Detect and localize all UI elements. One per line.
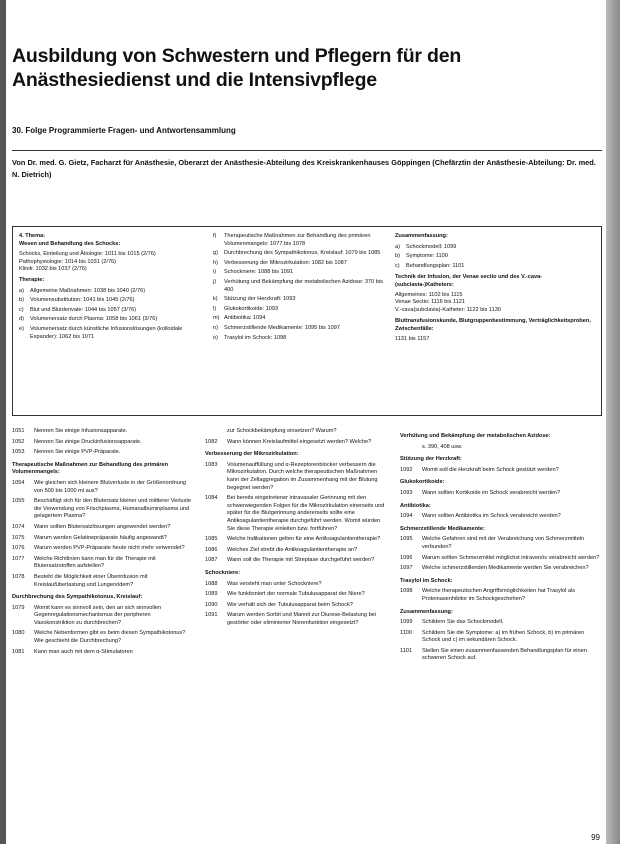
question-item [12, 428, 192, 436]
question-text: Wann sollten Kortikoide im Schock verabreicht werden? [422, 489, 561, 496]
question-number: 1084 [205, 495, 218, 502]
question-text: Besteht die Möglichkeit einer Überinfusion mit Kreislaufüberlastung und Lungenödem? [34, 573, 148, 588]
section-heading: Durchbrechung des Sympathikotonus, Kreislauf: [12, 594, 143, 601]
question-item [12, 649, 192, 657]
series-line: 30. Folge Programmierte Fragen- und Antwortensammlung [12, 126, 236, 135]
question-number: 1081 [12, 648, 25, 655]
divider [12, 150, 602, 151]
question-column-2 [205, 428, 387, 630]
section-heading: Schmerzstillende Medikamente: [400, 525, 485, 532]
question-number: 1080 [12, 630, 25, 637]
question-item [12, 535, 192, 543]
question-text: s. 390, 408 usw. [422, 443, 463, 450]
therapy-item [19, 307, 201, 315]
question-number: 1077 [12, 555, 25, 562]
section-heading: Therapeutische Maßnahmen zur Behandlung des primären Volumenmangels: [12, 461, 169, 476]
item-text: Blut und Blutderivate: 1044 bis 1057 (3/76) [30, 306, 137, 313]
topic-intro-item: Schocks, Einteilung und Ätiologie: 1011 bis 1015 (2/76) [19, 251, 156, 258]
summary-item [395, 244, 591, 252]
item-key: n) [213, 324, 218, 331]
scan-edge-right [606, 0, 620, 844]
question-item [400, 648, 600, 663]
therapy-heading: Therapie: [19, 276, 45, 283]
item-key: b) [395, 253, 400, 260]
question-text: Schildern Sie das Schockmodell. [422, 619, 504, 626]
question-text: Wie gleichen sich kleinere Blutverluste in der Größenordnung von 500 bis 1000 ml aus? [34, 479, 187, 494]
section-heading: Zusammenfassung: [400, 608, 453, 615]
question-text: Warum sollten Schmerzmittel möglichst intravenös verabreicht werden? [422, 554, 600, 561]
question-number: 1051 [12, 428, 25, 434]
therapy-item [19, 326, 201, 341]
item-text: Allgemeine Maßnahmen: 1038 bis 1040 (2/76) [30, 287, 146, 294]
question-text: Nennen Sie einige Infusionsapparate. [34, 428, 128, 434]
author-byline: Von Dr. med. G. Gietz, Facharzt für Anästhesie, Oberarzt der Anästhesie-Abteilung des Kreiskrankenhauses Göppingen (Chefärztin der Anästhesie-Abteilung: Dr. med. N. Dietrich) [12, 158, 596, 179]
overview-column-3 [395, 233, 591, 343]
overview-item [213, 260, 383, 268]
question-item [205, 581, 387, 589]
technique-item: Venae Sectio: 1116 bis 1121 [395, 299, 465, 306]
question-text: zur Schockbekämpfung einsetzen? Warum? [227, 428, 337, 434]
item-text: Verbesserung der Mikrozirkulation: 1082 bis 1087 [224, 259, 347, 266]
item-key: c) [19, 306, 24, 313]
question-item [205, 612, 387, 627]
item-text: Schmerzstillende Medikamente: 1095 bis 1097 [224, 324, 340, 331]
blood-heading: Bluttransfusionskunde, Blutgruppenbestimmung, Verträglichkeitsproben, Zwischenfälle: [395, 318, 591, 332]
overview-item [213, 325, 383, 333]
question-number: 1091 [205, 612, 218, 619]
overview-item [213, 269, 383, 277]
summary-item [395, 253, 591, 261]
item-key: j) [213, 278, 217, 285]
item-text: Verhütung und Bekämpfung der metabolischen Azidose: 370 bis 400 [224, 278, 383, 293]
question-text: Nennen Sie einige Druckinfusionsapparate. [34, 438, 142, 445]
question-number: 1095 [400, 536, 413, 543]
question-number: 1087 [205, 557, 218, 564]
question-number: 1101 [400, 647, 413, 654]
topic-overview-box [12, 226, 602, 416]
item-text: Volumensubstitution: 1041 bis 1045 (2/76) [30, 297, 135, 304]
technique-item: V.-cava(subclavia)-Katheter: 1122 bis 1130 [395, 306, 501, 313]
question-text: Wann sollten Blutersatzlösungen angewendet werden? [34, 523, 171, 530]
topic-intro-item: Pathophysiologie: 1014 bis 1031 (2/76) [19, 258, 117, 265]
question-number: 1074 [12, 523, 25, 530]
question-item [400, 619, 600, 627]
question-text: Welche therapeutischen Angriffsmöglichkeiten hat Trasylol als Proteinasenhibitor im Schockgeschehen? [422, 588, 576, 602]
question-text: Schildern Sie die Symptome: a) im frühen Schock, b) im primären Schock und c) im sekundären Schock. [422, 629, 585, 644]
question-item [400, 444, 600, 452]
item-text: Volumenersatz durch Plasma: 1058 bis 1061 (3/76) [30, 316, 158, 323]
item-text: Behandlungsplan: 1101 [406, 262, 465, 269]
therapy-item [19, 288, 201, 296]
question-item [12, 556, 192, 571]
section-heading: Trasylol im Schock: [400, 577, 453, 584]
question-number: 1092 [400, 466, 413, 473]
blood-range: 1131 bis 1157 [395, 335, 430, 342]
overview-item [213, 296, 383, 304]
question-column-1 [12, 428, 192, 659]
question-number: 1089 [205, 591, 218, 598]
question-item [400, 588, 600, 603]
technique-heading: Technik der Infusion, der Venae sectio und des V.-cava-(subclavia-)Katheters: [395, 274, 543, 288]
overview-column-2 [213, 233, 383, 344]
overview-item [213, 306, 383, 314]
section-heading: Stützung der Herzkraft: [400, 456, 462, 463]
item-text: Therapeutische Maßnahmen zur Behandlung des primären Volumenmangels: 1077 bis 1078 [224, 233, 371, 247]
question-item [205, 495, 387, 533]
page-number: 99 [591, 833, 600, 842]
item-key: h) [213, 259, 218, 266]
question-text: Volumenauffüllung und α-Rezeptorenblocker verbessern die Mikrozirkulation. Durch welche therapeutischen Maßnahmen kann der Zellaggregation im Zusammenhang mit der Blutung begegnet werden? [227, 461, 378, 491]
item-key: m) [213, 315, 220, 322]
summary-heading: Zusammenfassung: [395, 233, 448, 239]
item-key: e) [19, 325, 24, 332]
section-heading: Schockniere: [205, 569, 241, 576]
question-column-3 [400, 428, 600, 666]
question-text: Wann sollten Antibiotika im Schock verabreicht werden? [422, 513, 561, 520]
topic-number: 4. Thema: [19, 233, 46, 239]
item-key: i) [213, 269, 217, 276]
overview-item [213, 233, 383, 248]
item-text: Schockmodell: 1099 [406, 243, 457, 250]
question-item [205, 439, 387, 447]
question-text: Wie verhält sich der Tubulusapparat beim Schock? [227, 601, 353, 608]
question-number: 1078 [12, 573, 25, 580]
question-number: 1082 [205, 438, 218, 445]
question-number: 1090 [205, 601, 218, 608]
question-text: Warum werden Gelatinepräparate häufig angewandt? [34, 534, 167, 541]
question-number: 1093 [400, 489, 413, 496]
question-item [12, 439, 192, 447]
question-number: 1099 [400, 619, 413, 626]
question-number [205, 428, 227, 436]
question-item [12, 449, 192, 457]
item-key: c) [395, 262, 400, 269]
item-text: Durchbrechung des Sympathikotonus, Kreislauf: 1079 bis 1085 [224, 250, 381, 257]
question-number: 1053 [12, 449, 25, 456]
overview-column-1 [19, 233, 201, 343]
question-text: Warum werden Sorbit und Mannit zur Diurese-Belastung bei gestörter oder eliminierter Nierenfunktion eingesetzt? [227, 612, 377, 626]
overview-item [213, 315, 383, 323]
overview-item [213, 250, 383, 258]
item-key: a) [395, 243, 400, 250]
item-key: l) [213, 305, 217, 312]
item-text: Stützung der Herzkraft: 1093 [224, 296, 296, 303]
question-item [12, 480, 192, 495]
item-text: Volumenersatz durch künstliche Infusionslösungen (kolloidale Expander): 1062 bis 1071 [30, 325, 183, 340]
topic-intro-list [19, 251, 201, 274]
summary-item [395, 263, 591, 271]
section-heading: Glukokortikoide: [400, 479, 445, 486]
question-item [12, 605, 192, 628]
item-text: Schockniere: 1088 bis 1091 [224, 269, 294, 276]
section-heading: Verhütung und Bekämpfung der metabolischen Azidose: [400, 433, 551, 439]
therapy-item [19, 316, 201, 324]
question-number: 1055 [12, 498, 25, 505]
question-text: Wann können Kreislaufmittel eingesetzt werden? Welche? [227, 438, 372, 445]
item-text: Trasylol im Schock: 1098 [224, 334, 287, 341]
item-key: f) [213, 233, 217, 239]
question-text: Welches Ziel strebt die Antikoagulantientherapie an? [227, 546, 358, 553]
question-number: 1054 [12, 479, 25, 486]
question-item [12, 545, 192, 553]
question-number: 1076 [12, 545, 25, 552]
question-item [12, 498, 192, 521]
question-item [400, 490, 600, 498]
question-number: 1097 [400, 565, 413, 572]
question-text: Welche schmerzstillenden Medikamente werden Sie verabreichen? [422, 565, 589, 572]
section-heading: Verbesserung der Mikrozirkulation: [205, 451, 299, 458]
question-number: 1100 [400, 629, 413, 636]
question-text: Wann soll die Therapie mit Streptase durchgeführt werden? [227, 557, 375, 564]
section-heading: Antibiotika: [400, 502, 431, 509]
question-text: Stellen Sie einen zusammenfassenden Behandlungsplan für einen schweren Schock auf. [422, 647, 587, 662]
therapy-list [19, 288, 201, 342]
item-text: Symptome: 1100 [406, 253, 448, 260]
question-item [400, 513, 600, 521]
item-key: d) [19, 316, 24, 323]
question-text: Bei bereits eingetretener intravasaler Gerinnung mit den schwerwiegenden Folgen für die Mikrozirkulation einerseits und später für die Blutgerinnung andererseits sollte eine Antikoagulantientherapie durchgeführt werden. Womit würden Sie diese Therapie einleiten bzw. fortführen? [227, 495, 385, 532]
question-text: Welche Richtlinien kann man für die Therapie mit Blutersatzstoffen aufstellen? [34, 555, 156, 570]
technique-list [395, 292, 591, 315]
question-text: Womit soll die Herzkraft beim Schock gestützt werden? [422, 466, 559, 473]
question-number: 1083 [205, 461, 218, 468]
question-item [400, 565, 600, 573]
question-text: Beschäftigt sich für den Blutersatz kleiner und mittlerer Verluste die Verwendung von Frischplasma, Humanalbuminplasma und gelagertem Plasma? [34, 498, 192, 520]
question-item [205, 462, 387, 492]
question-number: 1094 [400, 513, 413, 520]
topic-intro-item: Klinik: 1032 bis 1037 (2/76) [19, 266, 87, 273]
question-item [205, 428, 387, 436]
topic-heading: Wesen und Behandlung des Schocks: [19, 240, 121, 247]
question-item [205, 547, 387, 555]
question-item [400, 555, 600, 563]
question-text: Warum werden PVP-Präparate heute nicht mehr verwendet? [34, 545, 185, 552]
item-text: Glukokortikoide: 1093 [224, 305, 279, 312]
question-text: Welche Indikationen gelten für eine Antikoagulantientherapie? [227, 536, 381, 543]
question-item [400, 536, 600, 551]
question-number: 1085 [205, 536, 218, 543]
question-number: 1079 [12, 604, 25, 611]
question-text: Nennen Sie einige PVP-Präparate. [34, 449, 121, 456]
question-text: Womit kann es sinnvoll sein, den an sich sinnvollen Gegenregulationsmechanismus der peripheren Vasokonstriktion zu durchbrechen? [34, 604, 162, 626]
item-key: o) [213, 334, 218, 341]
question-number [400, 444, 422, 452]
question-text: Was versteht man unter Schockniere? [227, 580, 322, 587]
item-key: g) [213, 250, 218, 257]
technique-item: Allgemeines: 1102 bis 1115 [395, 291, 463, 298]
question-item [12, 574, 192, 589]
item-key: k) [213, 296, 218, 303]
question-item [400, 630, 600, 645]
question-number: 1075 [12, 534, 25, 541]
overview-item [213, 279, 383, 294]
summary-list [395, 244, 591, 271]
question-text: Wie funktioniert der normale Tubulusapparat der Niere? [227, 591, 365, 598]
question-item [205, 602, 387, 610]
scan-edge-left [0, 0, 6, 844]
question-text: Kann man auch mit dem α-Stimulatoren [34, 648, 133, 655]
item-key: b) [19, 297, 24, 304]
question-item [205, 591, 387, 599]
item-text: Antibiotika: 1094 [224, 315, 266, 322]
question-text: Welche Nebenformen gibt es beim diesen Sympathikotonus? Wie geschieht die Durchbrechung? [34, 630, 186, 645]
question-number: 1052 [12, 438, 25, 445]
question-number: 1086 [205, 546, 218, 553]
overview-item [213, 335, 383, 343]
article-title: Ausbildung von Schwestern und Pflegern für den Anästhesiedienst und die Intensivpflege [12, 45, 462, 91]
question-item [400, 467, 600, 475]
question-item [205, 557, 387, 565]
question-item [12, 524, 192, 532]
question-text: Welche Gefahren sind mit der Verabreichung von Schmerzmitteln verbunden? [422, 536, 585, 550]
question-item [205, 536, 387, 544]
question-number: 1088 [205, 580, 218, 587]
question-number: 1096 [400, 554, 413, 561]
question-item [12, 630, 192, 645]
question-number: 1098 [400, 588, 413, 595]
item-key: a) [19, 287, 24, 294]
therapy-item [19, 297, 201, 305]
